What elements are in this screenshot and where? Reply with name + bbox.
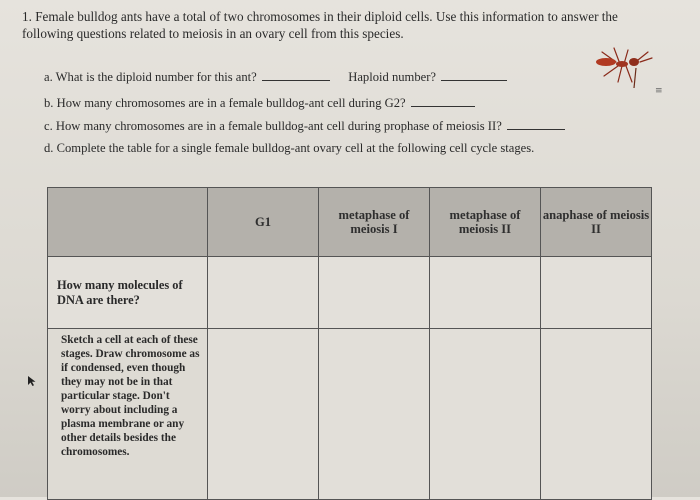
header-metaphase-ii: metaphase of meiosis II bbox=[430, 188, 541, 257]
scan-mark: ≡ bbox=[655, 86, 663, 96]
cell-dna-anaphase-ii[interactable] bbox=[541, 257, 652, 329]
question-a-haploid: Haploid number? bbox=[348, 70, 437, 84]
question-b-text: b. How many chromosomes are in a female bulldog-ant cell during G2? bbox=[44, 96, 406, 110]
question-a-diploid: a. What is the diploid number for this ant? bbox=[44, 70, 257, 84]
answer-blank-diploid[interactable] bbox=[262, 79, 330, 81]
cell-sketch-g1[interactable] bbox=[208, 329, 319, 500]
mouse-pointer-icon bbox=[27, 375, 37, 387]
answer-blank-haploid[interactable] bbox=[441, 79, 507, 81]
cell-dna-metaphase-i[interactable] bbox=[319, 257, 430, 329]
answer-blank-prophase-ii[interactable] bbox=[507, 128, 565, 130]
cell-dna-metaphase-ii[interactable] bbox=[430, 257, 541, 329]
cell-sketch-anaphase-ii[interactable] bbox=[541, 329, 652, 500]
answer-blank-g2[interactable] bbox=[411, 105, 475, 107]
header-anaphase-ii: anaphase of meiosis II bbox=[541, 188, 652, 257]
table-row bbox=[48, 329, 652, 500]
cell-cycle-table bbox=[47, 187, 652, 500]
cell-dna-g1[interactable] bbox=[208, 257, 319, 329]
question-d-text: d. Complete the table for a single female bulldog-ant ovary cell at the following cell cycle stages. bbox=[44, 141, 535, 155]
question-intro: 1. Female bulldog ants have a total of two chromosomes in their diploid cells. Use this information to answer the following questions related to meiosis in an ovary cell from this species. bbox=[22, 9, 618, 41]
row-label-sketch: Sketch a cell at each of these stages. Draw chromosome as if condensed, even though they may not be in that particular stage. Don't worry about including a plasma membrane or any other details besides the chromosomes. bbox=[48, 329, 208, 500]
table-row bbox=[48, 257, 652, 329]
cell-sketch-metaphase-i[interactable] bbox=[319, 329, 430, 500]
table-header-row bbox=[48, 188, 652, 257]
question-c-text: c. How many chromosomes are in a female bulldog-ant cell during prophase of meiosis II? bbox=[44, 119, 502, 133]
question-b bbox=[44, 96, 475, 111]
question-c bbox=[44, 119, 565, 134]
cell-sketch-metaphase-ii[interactable] bbox=[430, 329, 541, 500]
header-metaphase-i: metaphase of meiosis I bbox=[319, 188, 430, 257]
header-corner bbox=[48, 188, 208, 257]
question-a bbox=[44, 70, 507, 85]
question-d bbox=[44, 141, 534, 156]
row-label-dna: How many molecules of DNA are there? bbox=[48, 257, 208, 329]
header-g1: G1 bbox=[208, 188, 319, 257]
